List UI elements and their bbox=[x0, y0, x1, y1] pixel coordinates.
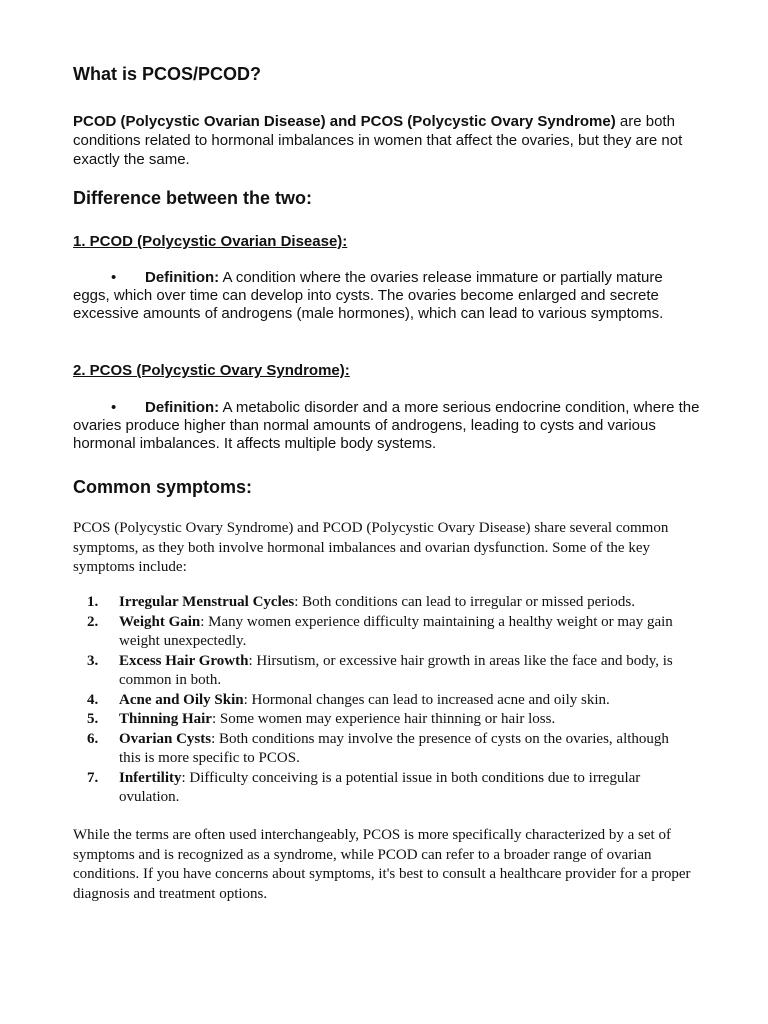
symptom-description: : Both conditions may involve the presence of cysts on the ovaries, although this is more specific to PCOS. bbox=[119, 730, 669, 766]
list-item bbox=[73, 613, 693, 652]
symptoms-heading: Common symptoms: bbox=[73, 477, 253, 497]
pcos-definition bbox=[73, 399, 703, 453]
pcod-heading: 1. PCOD (Polycystic Ovarian Disease): bbox=[73, 233, 348, 250]
symptom-name: Acne and Oily Skin bbox=[119, 691, 244, 708]
symptom-description: : Hirsutism, or excessive hair growth in areas like the face and body, is common in both. bbox=[119, 652, 673, 688]
page-title: What is PCOS/PCOD? bbox=[73, 64, 262, 84]
symptom-name: Ovarian Cysts bbox=[119, 730, 212, 747]
symptom-description: : Some women may experience hair thinning or hair loss. bbox=[211, 711, 556, 727]
intro-bold-text: PCOD (Polycystic Ovarian Disease) and PCOS (Polycystic Ovary Syndrome) bbox=[73, 113, 616, 130]
symptoms-list bbox=[73, 593, 693, 808]
intro-paragraph bbox=[73, 112, 683, 169]
difference-heading: Difference between the two: bbox=[73, 188, 313, 208]
pcos-definition-label: Definition: bbox=[145, 399, 220, 416]
pcod-definition-text: A condition where the ovaries release immature or partially mature eggs, which over time can develop into cysts. The ovaries become enlarged and secrete excessive amounts of androgens (male hormones), which can lead to various symptoms. bbox=[73, 269, 664, 322]
list-item bbox=[73, 652, 693, 691]
pcod-definition bbox=[73, 269, 703, 323]
symptom-description: : Hormonal changes can lead to increased acne and oily skin. bbox=[243, 691, 610, 708]
list-item-number: 6. bbox=[87, 730, 99, 747]
symptom-name: Thinning Hair bbox=[119, 711, 212, 727]
symptoms-intro: PCOS (Polycystic Ovary Syndrome) and PCOD (Polycystic Ovary Disease) share several common symptoms, as they both involve hormonal imbalances and ovarian dysfunction. Some of the key symptoms include: bbox=[73, 520, 669, 575]
symptom-description: : Many women experience difficulty maintaining a healthy weight or may gain weight unexpectedly. bbox=[119, 613, 673, 649]
list-item bbox=[73, 593, 693, 613]
symptom-name: Weight Gain bbox=[119, 613, 201, 630]
pcod-definition-label: Definition: bbox=[145, 269, 220, 286]
list-item-number: 5. bbox=[87, 711, 99, 727]
list-item-number: 7. bbox=[87, 769, 99, 786]
list-item-number: 3. bbox=[87, 652, 99, 669]
list-item bbox=[73, 769, 693, 808]
symptom-description: : Both conditions can lead to irregular or missed periods. bbox=[294, 594, 636, 610]
bullet-marker: • bbox=[111, 269, 117, 286]
pcos-definition-text: A metabolic disorder and a more serious endocrine condition, where the ovaries produce higher than normal amounts of androgens, leading to cysts and various hormonal imbalances. It affects multiple body systems. bbox=[73, 399, 700, 452]
list-item-number: 1. bbox=[87, 594, 99, 610]
symptom-name: Excess Hair Growth bbox=[119, 652, 249, 669]
list-item-number: 4. bbox=[87, 691, 99, 708]
symptom-description: : Difficulty conceiving is a potential issue in both conditions due to irregular ovulation. bbox=[119, 769, 641, 805]
list-item bbox=[73, 730, 693, 769]
intro-text: are both conditions related to hormonal imbalances in women that affect the ovaries, but they are not exactly the same. bbox=[73, 113, 683, 168]
list-item-number: 2. bbox=[87, 613, 99, 630]
bullet-marker: • bbox=[111, 399, 117, 416]
list-item bbox=[73, 710, 693, 730]
symptom-name: Irregular Menstrual Cycles bbox=[119, 594, 295, 610]
list-item bbox=[73, 691, 693, 711]
symptom-name: Infertility bbox=[119, 769, 182, 786]
closing-paragraph: While the terms are often used interchangeably, PCOS is more specifically characterized by a set of symptoms and is recognized as a syndrome, while PCOD can refer to a broader range of ovarian conditions. If you have concerns about symptoms, it's best to consult a healthcare provider for a proper diagnosis and treatment options. bbox=[73, 827, 691, 902]
pcos-heading: 2. PCOS (Polycystic Ovary Syndrome): bbox=[73, 362, 350, 379]
